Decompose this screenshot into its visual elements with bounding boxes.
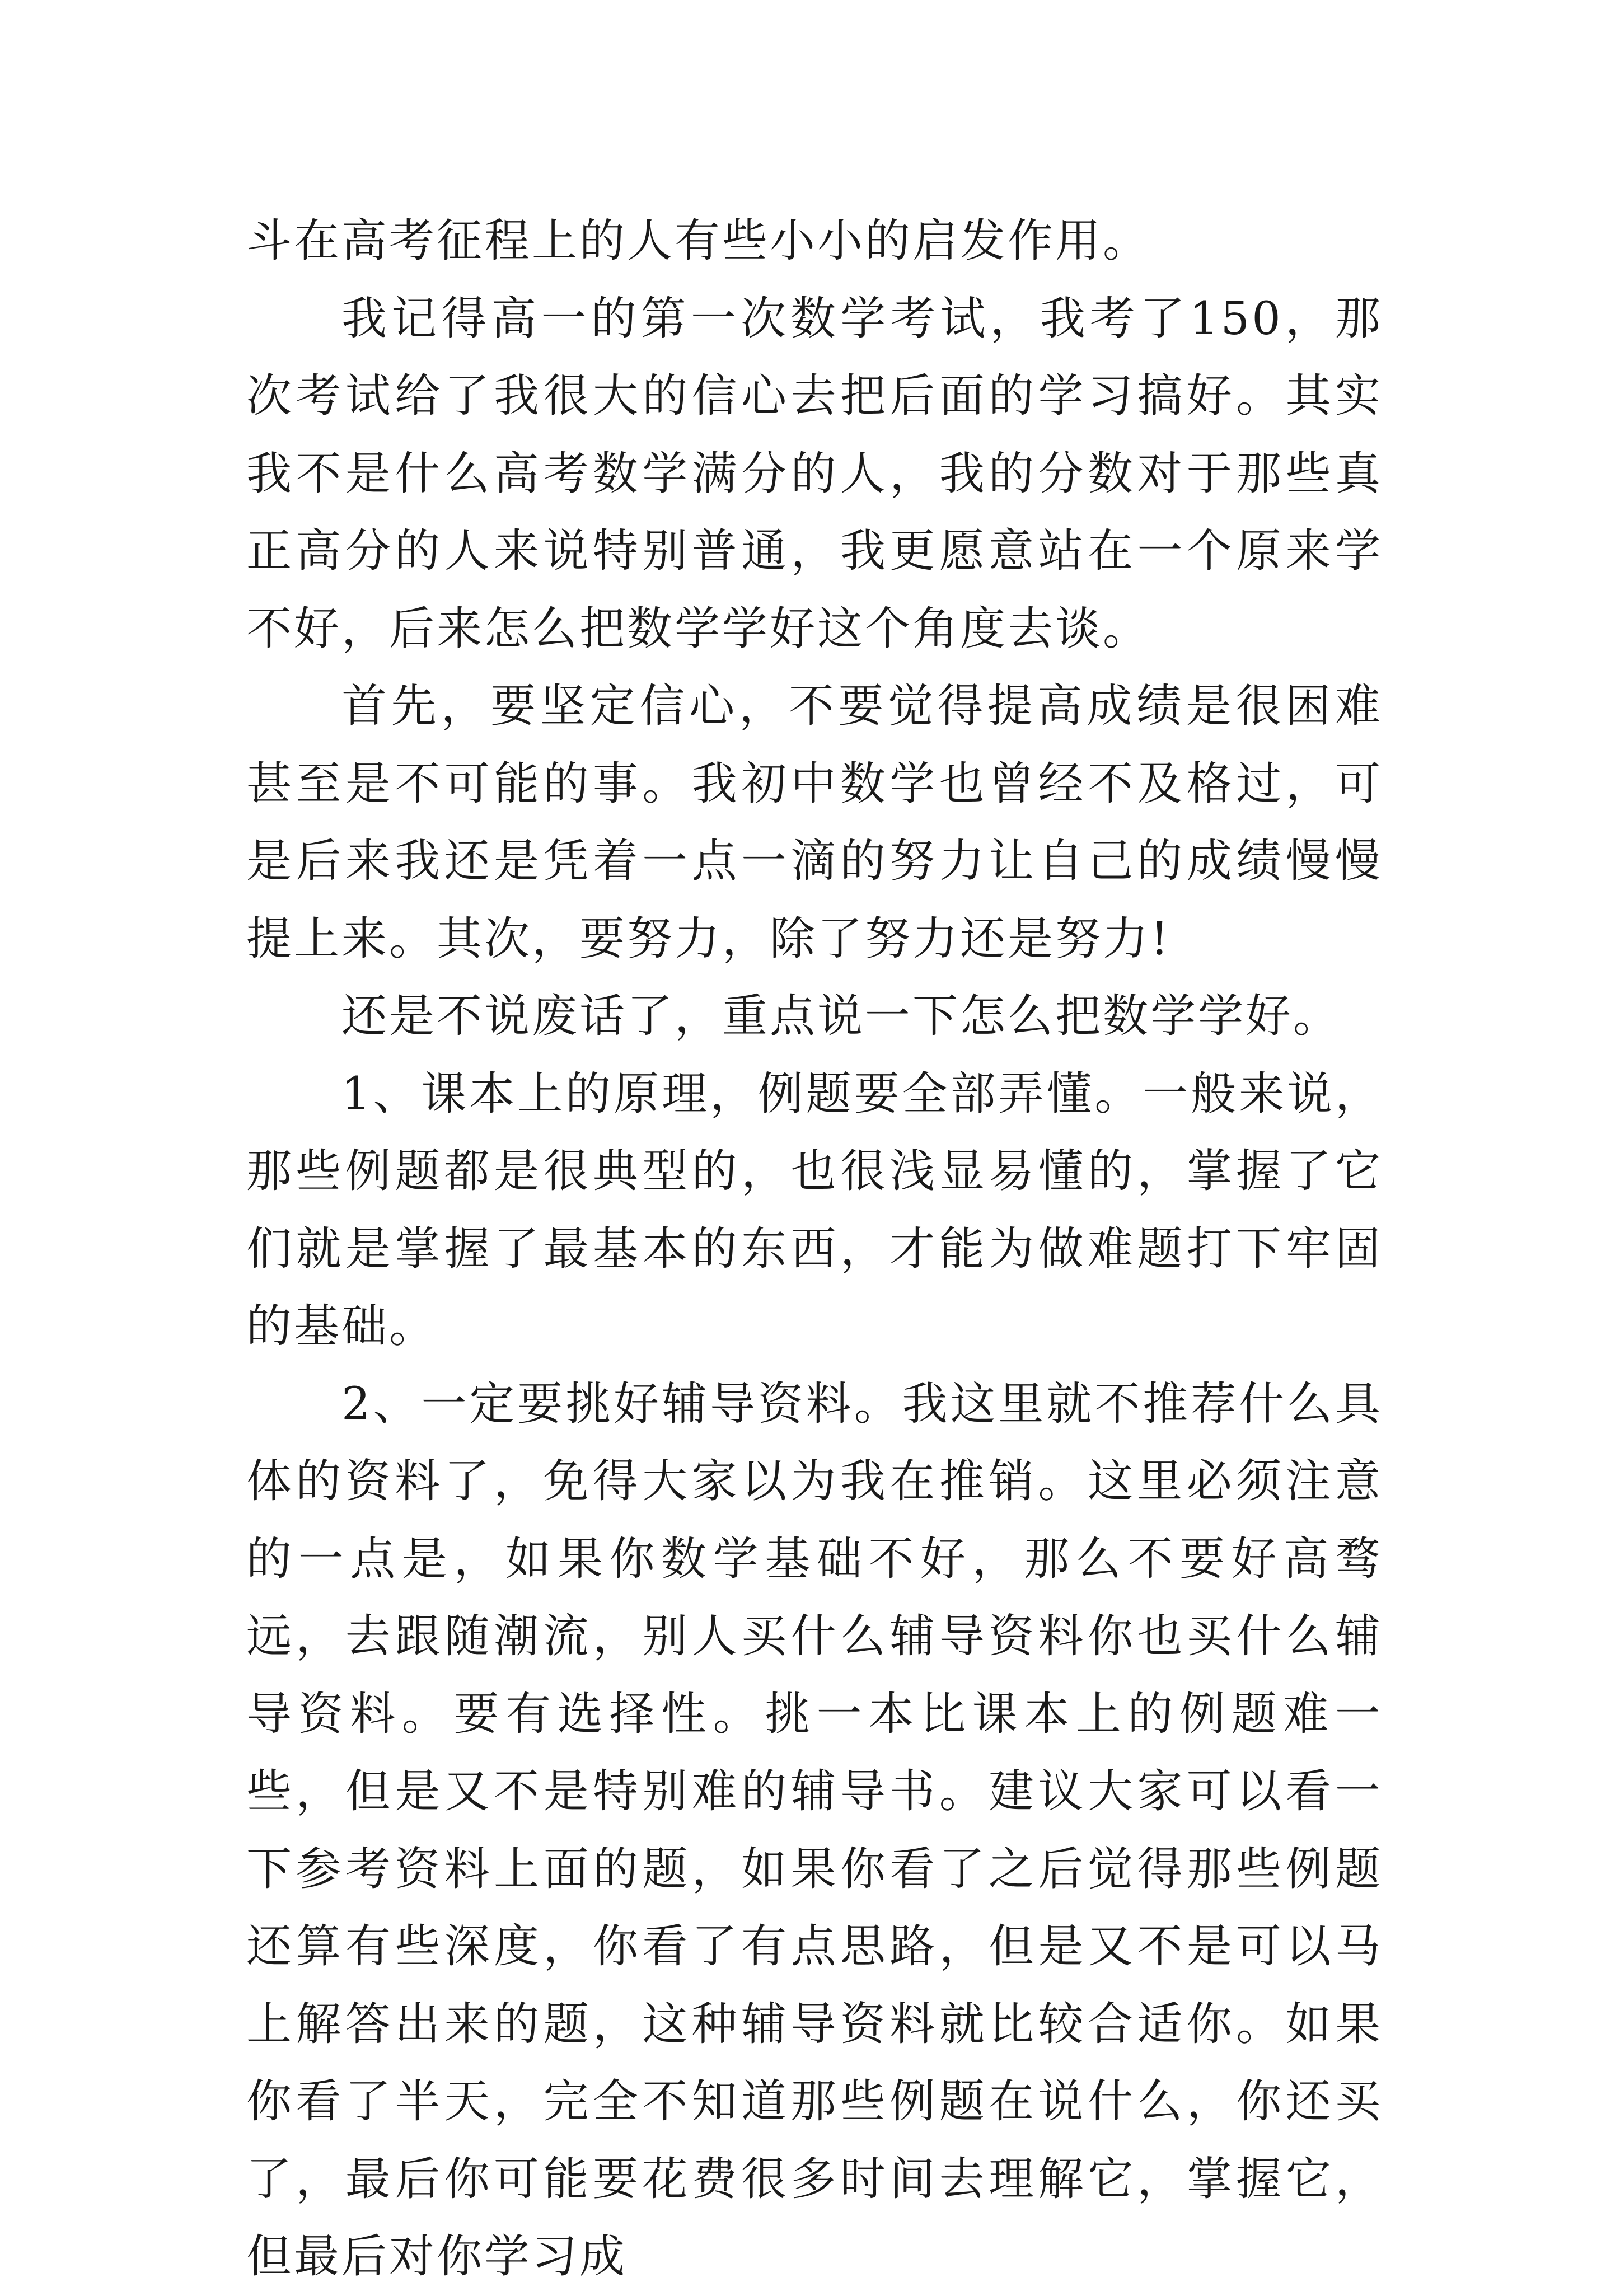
paragraph-confidence: 首先，要坚定信心，不要觉得提高成绩是很困难甚至是不可能的事。我初中数学也曾经不及格过，可是后来我还是凭着一点一滴的努力让自己的成绩慢慢提上来。其次，要努力，除了努力还是努力! — [246, 680, 1383, 966]
paragraph-first-exam: 我记得高一的第一次数学考试，我考了150，那次考试给了我很大的信心去把后面的学习搞好。其实我不是什么高考数学满分的人，我的分数对于那些真正高分的人来说特别普通，我更愿意站在一个原来学不好，后来怎么把数学学好这个角度去谈。 — [246, 292, 1383, 655]
body-text — [246, 203, 1383, 2296]
paragraph-tip-2: 2、一定要挑好辅导资料。我这里就不推荐什么具体的资料了，免得大家以为我在推销。这里必须注意的一点是，如果你数学基础不好，那么不要好高骛远，去跟随潮流，别人买什么辅导资料你也买什么辅导资料。要有选择性。挑一本比课本上的例题难一些，但是又不是特别难的辅导书。建议大家可以看一下参考资料上面的题，如果你看了之后觉得那些例题还算有些深度，你看了有点思路，但是又不是可以马上解答出来的题，这种辅导资料就比较合适你。如果你看了半天，完全不知道那些例题在说什么，你还买了，最后你可能要花费很多时间去理解它，掌握它，但最后对你学习成 — [246, 1377, 1383, 2283]
paragraph-transition: 还是不说废话了，重点说一下怎么把数学学好。 — [341, 990, 1341, 1043]
paragraph-tip-1: 1、课本上的原理，例题要全部弄懂。一般来说，那些例题都是很典型的，也很浅显易懂的，掌握了它们就是掌握了最基本的东西，才能为做难题打下牢固的基础。 — [246, 1067, 1383, 1353]
paragraph-continuation: 斗在高考征程上的人有些小小的启发作用。 — [246, 215, 1151, 268]
